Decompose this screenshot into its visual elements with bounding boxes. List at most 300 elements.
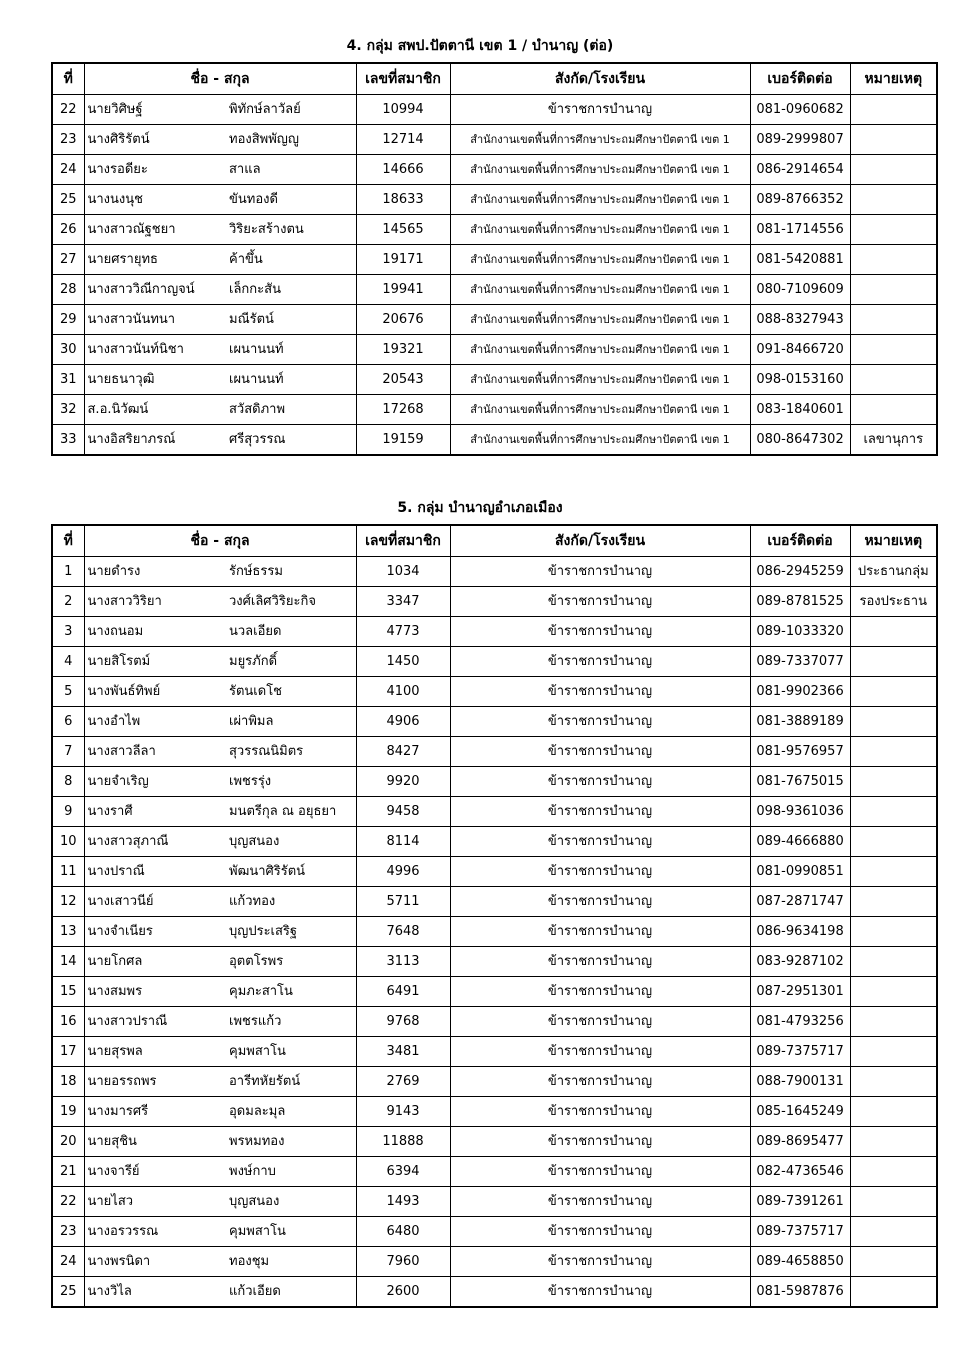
row-number-cell: 33: [52, 425, 84, 456]
surname-cell: พงษ์กาบ: [226, 1157, 356, 1187]
member-number-cell: 6480: [356, 1217, 450, 1247]
header-no: ที่: [52, 525, 84, 557]
affiliation-cell: ข้าราชการบำนาญ: [450, 1277, 750, 1308]
section-5-table: [51, 524, 938, 1308]
surname-cell: มนตรีกุล ณ อยุธยา: [226, 797, 356, 827]
row-number-cell: 10: [52, 827, 84, 857]
row-number-cell: 2: [52, 587, 84, 617]
row-number-cell: 6: [52, 707, 84, 737]
remark-cell: [850, 617, 937, 647]
first-name-cell: นางศิริรัตน์: [84, 125, 226, 155]
phone-number-cell: 086-2914654: [750, 155, 850, 185]
affiliation-cell: ข้าราชการบำนาญ: [450, 95, 750, 125]
phone-number-cell: 089-4666880: [750, 827, 850, 857]
affiliation-cell: ข้าราชการบำนาญ: [450, 737, 750, 767]
row-number-cell: 20: [52, 1127, 84, 1157]
table-row: [52, 395, 937, 425]
remark-cell: [850, 1217, 937, 1247]
first-name-cell: นางจารีย์: [84, 1157, 226, 1187]
row-number-cell: 7: [52, 737, 84, 767]
remark-cell: [850, 647, 937, 677]
table-row: [52, 185, 937, 215]
first-name-cell: นางปราณี: [84, 857, 226, 887]
remark-cell: [850, 857, 937, 887]
remark-cell: เลขานุการ: [850, 425, 937, 456]
first-name-cell: นายจำเริญ: [84, 767, 226, 797]
first-name-cell: นางอำไพ: [84, 707, 226, 737]
remark-cell: [850, 1007, 937, 1037]
first-name-cell: นายไสว: [84, 1187, 226, 1217]
remark-cell: [850, 1157, 937, 1187]
remark-cell: [850, 707, 937, 737]
table-row: [52, 1277, 937, 1308]
member-number-cell: 3347: [356, 587, 450, 617]
header-affiliation: สังกัด/โรงเรียน: [450, 63, 750, 95]
row-number-cell: 24: [52, 1247, 84, 1277]
phone-number-cell: 083-9287102: [750, 947, 850, 977]
table-row: [52, 245, 937, 275]
table-row: [52, 1187, 937, 1217]
row-number-cell: 13: [52, 917, 84, 947]
phone-number-cell: 089-7375717: [750, 1217, 850, 1247]
phone-number-cell: 081-9576957: [750, 737, 850, 767]
table-row: [52, 557, 937, 587]
phone-number-cell: 089-4658850: [750, 1247, 850, 1277]
affiliation-cell: ข้าราชการบำนาญ: [450, 677, 750, 707]
remark-cell: [850, 977, 937, 1007]
phone-number-cell: 088-8327943: [750, 305, 850, 335]
affiliation-cell: ข้าราชการบำนาญ: [450, 1247, 750, 1277]
section-4-table: [51, 62, 938, 456]
first-name-cell: นายวิศิษฐ์: [84, 95, 226, 125]
surname-cell: อารีทหัยรัตน์: [226, 1067, 356, 1097]
remark-cell: [850, 275, 937, 305]
remark-cell: ประธานกลุ่ม: [850, 557, 937, 587]
affiliation-cell: ข้าราชการบำนาญ: [450, 587, 750, 617]
row-number-cell: 16: [52, 1007, 84, 1037]
phone-number-cell: 080-7109609: [750, 275, 850, 305]
first-name-cell: นายสุรพล: [84, 1037, 226, 1067]
surname-cell: คุมภะสาโน: [226, 977, 356, 1007]
surname-cell: คุมพสาโน: [226, 1037, 356, 1067]
member-number-cell: 20676: [356, 305, 450, 335]
row-number-cell: 23: [52, 1217, 84, 1247]
remark-cell: [850, 737, 937, 767]
member-number-cell: 19159: [356, 425, 450, 456]
member-number-cell: 9143: [356, 1097, 450, 1127]
member-number-cell: 5711: [356, 887, 450, 917]
member-number-cell: 19321: [356, 335, 450, 365]
phone-number-cell: 088-7900131: [750, 1067, 850, 1097]
surname-cell: บุญสนอง: [226, 827, 356, 857]
row-number-cell: 9: [52, 797, 84, 827]
table-row: [52, 857, 937, 887]
phone-number-cell: 081-5420881: [750, 245, 850, 275]
surname-cell: ค้าขึ้น: [226, 245, 356, 275]
surname-cell: นวลเอียด: [226, 617, 356, 647]
row-number-cell: 22: [52, 1187, 84, 1217]
phone-number-cell: 089-7337077: [750, 647, 850, 677]
row-number-cell: 25: [52, 1277, 84, 1308]
table-row: [52, 125, 937, 155]
affiliation-cell: สำนักงานเขตพื้นที่การศึกษาประถมศึกษาปัตตานี เขต 1: [450, 155, 750, 185]
first-name-cell: นางวิไล: [84, 1277, 226, 1308]
phone-number-cell: 081-7675015: [750, 767, 850, 797]
surname-cell: บุญสนอง: [226, 1187, 356, 1217]
member-number-cell: 7648: [356, 917, 450, 947]
member-number-cell: 9458: [356, 797, 450, 827]
row-number-cell: 22: [52, 95, 84, 125]
table-row: [52, 365, 937, 395]
table-row: [52, 827, 937, 857]
row-number-cell: 32: [52, 395, 84, 425]
affiliation-cell: ข้าราชการบำนาญ: [450, 827, 750, 857]
member-number-cell: 6491: [356, 977, 450, 1007]
row-number-cell: 29: [52, 305, 84, 335]
first-name-cell: นางนงนุช: [84, 185, 226, 215]
table-row: [52, 1067, 937, 1097]
affiliation-cell: สำนักงานเขตพื้นที่การศึกษาประถมศึกษาปัตตานี เขต 1: [450, 365, 750, 395]
remark-cell: [850, 245, 937, 275]
phone-number-cell: 086-9634198: [750, 917, 850, 947]
phone-number-cell: 089-2999807: [750, 125, 850, 155]
row-number-cell: 1: [52, 557, 84, 587]
remark-cell: [850, 917, 937, 947]
first-name-cell: ส.อ.นิวัฒน์: [84, 395, 226, 425]
header-phone: เบอร์ติดต่อ: [750, 525, 850, 557]
affiliation-cell: ข้าราชการบำนาญ: [450, 647, 750, 677]
remark-cell: รองประธาน: [850, 587, 937, 617]
header-note: หมายเหตุ: [850, 63, 937, 95]
header-no: ที่: [52, 63, 84, 95]
affiliation-cell: ข้าราชการบำนาญ: [450, 887, 750, 917]
header-member-no: เลขที่สมาชิก: [356, 525, 450, 557]
first-name-cell: นางอรวรรณ: [84, 1217, 226, 1247]
phone-number-cell: 087-2951301: [750, 977, 850, 1007]
remark-cell: [850, 365, 937, 395]
member-number-cell: 12714: [356, 125, 450, 155]
member-number-cell: 19171: [356, 245, 450, 275]
phone-number-cell: 086-2945259: [750, 557, 850, 587]
remark-cell: [850, 797, 937, 827]
affiliation-cell: สำนักงานเขตพื้นที่การศึกษาประถมศึกษาปัตตานี เขต 1: [450, 335, 750, 365]
remark-cell: [850, 1187, 937, 1217]
phone-number-cell: 085-1645249: [750, 1097, 850, 1127]
phone-number-cell: 081-9902366: [750, 677, 850, 707]
table-row: [52, 1037, 937, 1067]
remark-cell: [850, 185, 937, 215]
remark-cell: [850, 95, 937, 125]
surname-cell: เผนานนท์: [226, 365, 356, 395]
table-row: [52, 305, 937, 335]
remark-cell: [850, 1277, 937, 1308]
table-row: [52, 737, 937, 767]
phone-number-cell: 081-0960682: [750, 95, 850, 125]
member-number-cell: 4906: [356, 707, 450, 737]
first-name-cell: นางสาววิณีกาญจน์: [84, 275, 226, 305]
affiliation-cell: สำนักงานเขตพื้นที่การศึกษาประถมศึกษาปัตตานี เขต 1: [450, 185, 750, 215]
table-header-row: [52, 525, 937, 557]
surname-cell: บุญประเสริฐ: [226, 917, 356, 947]
first-name-cell: นายอรรถพร: [84, 1067, 226, 1097]
table-row: [52, 917, 937, 947]
phone-number-cell: 081-1714556: [750, 215, 850, 245]
phone-number-cell: 082-4736546: [750, 1157, 850, 1187]
row-number-cell: 27: [52, 245, 84, 275]
surname-cell: วงศ์เลิศวิริยะกิจ: [226, 587, 356, 617]
member-number-cell: 9920: [356, 767, 450, 797]
member-number-cell: 2769: [356, 1067, 450, 1097]
remark-cell: [850, 1037, 937, 1067]
first-name-cell: นางถนอม: [84, 617, 226, 647]
table-row: [52, 215, 937, 245]
table-row: [52, 1247, 937, 1277]
member-number-cell: 3481: [356, 1037, 450, 1067]
remark-cell: [850, 395, 937, 425]
row-number-cell: 14: [52, 947, 84, 977]
surname-cell: เผนานนท์: [226, 335, 356, 365]
affiliation-cell: ข้าราชการบำนาญ: [450, 917, 750, 947]
header-name: ชื่อ - สกุล: [84, 525, 356, 557]
phone-number-cell: 098-9361036: [750, 797, 850, 827]
first-name-cell: นายดำรง: [84, 557, 226, 587]
table-row: [52, 1007, 937, 1037]
table-row: [52, 767, 937, 797]
section-4-title: 4. กลุ่ม สพป.ปัตตานี เขต 1 / บำนาญ (ต่อ): [346, 38, 614, 54]
surname-cell: พัฒนาศิริรัตน์: [226, 857, 356, 887]
row-number-cell: 26: [52, 215, 84, 245]
affiliation-cell: ข้าราชการบำนาญ: [450, 1127, 750, 1157]
surname-cell: ขันทองดี: [226, 185, 356, 215]
first-name-cell: นายศรายุทธ: [84, 245, 226, 275]
surname-cell: รัตนเดโช: [226, 677, 356, 707]
first-name-cell: นางสาวนันทนา: [84, 305, 226, 335]
table-row: [52, 977, 937, 1007]
header-name: ชื่อ - สกุล: [84, 63, 356, 95]
first-name-cell: นางพรนิดา: [84, 1247, 226, 1277]
table-row: [52, 95, 937, 125]
row-number-cell: 11: [52, 857, 84, 887]
remark-cell: [850, 1097, 937, 1127]
affiliation-cell: ข้าราชการบำนาญ: [450, 1037, 750, 1067]
surname-cell: เพชรแก้ว: [226, 1007, 356, 1037]
affiliation-cell: สำนักงานเขตพื้นที่การศึกษาประถมศึกษาปัตตานี เขต 1: [450, 305, 750, 335]
table-row: [52, 707, 937, 737]
phone-number-cell: 081-5987876: [750, 1277, 850, 1308]
affiliation-cell: ข้าราชการบำนาญ: [450, 707, 750, 737]
table-row: [52, 887, 937, 917]
remark-cell: [850, 155, 937, 185]
affiliation-cell: ข้าราชการบำนาญ: [450, 767, 750, 797]
header-affiliation: สังกัด/โรงเรียน: [450, 525, 750, 557]
first-name-cell: นายโกศล: [84, 947, 226, 977]
first-name-cell: นางสาวนันท์นิชา: [84, 335, 226, 365]
first-name-cell: นายธนาวุฒิ: [84, 365, 226, 395]
row-number-cell: 8: [52, 767, 84, 797]
remark-cell: [850, 767, 937, 797]
member-number-cell: 2600: [356, 1277, 450, 1308]
member-number-cell: 11888: [356, 1127, 450, 1157]
member-number-cell: 4996: [356, 857, 450, 887]
affiliation-cell: ข้าราชการบำนาญ: [450, 1067, 750, 1097]
surname-cell: แก้วเอียด: [226, 1277, 356, 1308]
affiliation-cell: ข้าราชการบำนาญ: [450, 977, 750, 1007]
member-number-cell: 1034: [356, 557, 450, 587]
table-row: [52, 275, 937, 305]
surname-cell: มยูรภักดิ์: [226, 647, 356, 677]
affiliation-cell: ข้าราชการบำนาญ: [450, 557, 750, 587]
affiliation-cell: สำนักงานเขตพื้นที่การศึกษาประถมศึกษาปัตตานี เขต 1: [450, 245, 750, 275]
surname-cell: เพชรรุ่ง: [226, 767, 356, 797]
row-number-cell: 30: [52, 335, 84, 365]
table-row: [52, 1157, 937, 1187]
row-number-cell: 3: [52, 617, 84, 647]
phone-number-cell: 089-8781525: [750, 587, 850, 617]
member-number-cell: 8114: [356, 827, 450, 857]
surname-cell: พิทักษ์ลาวัลย์: [226, 95, 356, 125]
row-number-cell: 18: [52, 1067, 84, 1097]
member-number-cell: 6394: [356, 1157, 450, 1187]
surname-cell: ทองชุม: [226, 1247, 356, 1277]
member-number-cell: 1450: [356, 647, 450, 677]
surname-cell: คุมพสาโน: [226, 1217, 356, 1247]
row-number-cell: 21: [52, 1157, 84, 1187]
member-number-cell: 18633: [356, 185, 450, 215]
phone-number-cell: 098-0153160: [750, 365, 850, 395]
row-number-cell: 23: [52, 125, 84, 155]
phone-number-cell: 083-1840601: [750, 395, 850, 425]
affiliation-cell: ข้าราชการบำนาญ: [450, 617, 750, 647]
row-number-cell: 5: [52, 677, 84, 707]
member-number-cell: 7960: [356, 1247, 450, 1277]
table-row: [52, 587, 937, 617]
surname-cell: สาแล: [226, 155, 356, 185]
first-name-cell: นางมารศรี: [84, 1097, 226, 1127]
affiliation-cell: สำนักงานเขตพื้นที่การศึกษาประถมศึกษาปัตตานี เขต 1: [450, 275, 750, 305]
remark-cell: [850, 215, 937, 245]
surname-cell: พรหมทอง: [226, 1127, 356, 1157]
row-number-cell: 28: [52, 275, 84, 305]
member-number-cell: 10994: [356, 95, 450, 125]
table-row: [52, 335, 937, 365]
table-row: [52, 647, 937, 677]
phone-number-cell: 089-8766352: [750, 185, 850, 215]
member-number-cell: 9768: [356, 1007, 450, 1037]
affiliation-cell: ข้าราชการบำนาญ: [450, 1097, 750, 1127]
surname-cell: แก้วทอง: [226, 887, 356, 917]
header-member-no: เลขที่สมาชิก: [356, 63, 450, 95]
remark-cell: [850, 125, 937, 155]
surname-cell: อุดมละมุล: [226, 1097, 356, 1127]
header-note: หมายเหตุ: [850, 525, 937, 557]
surname-cell: มณีรัตน์: [226, 305, 356, 335]
table-row: [52, 1127, 937, 1157]
first-name-cell: นางจำเนียร: [84, 917, 226, 947]
surname-cell: เล็กกะสัน: [226, 275, 356, 305]
row-number-cell: 24: [52, 155, 84, 185]
first-name-cell: นางเสาวนีย์: [84, 887, 226, 917]
affiliation-cell: สำนักงานเขตพื้นที่การศึกษาประถมศึกษาปัตตานี เขต 1: [450, 215, 750, 245]
affiliation-cell: สำนักงานเขตพื้นที่การศึกษาประถมศึกษาปัตตานี เขต 1: [450, 425, 750, 456]
affiliation-cell: ข้าราชการบำนาญ: [450, 1157, 750, 1187]
affiliation-cell: ข้าราชการบำนาญ: [450, 1217, 750, 1247]
section-5-title: 5. กลุ่ม บำนาญอำเภอเมือง: [397, 500, 563, 516]
surname-cell: สวัสดิภาพ: [226, 395, 356, 425]
phone-number-cell: 089-7375717: [750, 1037, 850, 1067]
table-row: [52, 947, 937, 977]
surname-cell: ศรีสุวรรณ: [226, 425, 356, 456]
first-name-cell: นางพันธ์ทิพย์: [84, 677, 226, 707]
phone-number-cell: 089-7391261: [750, 1187, 850, 1217]
table-header-row: [52, 63, 937, 95]
phone-number-cell: 081-3889189: [750, 707, 850, 737]
surname-cell: รักษ์ธรรม: [226, 557, 356, 587]
remark-cell: [850, 1067, 937, 1097]
affiliation-cell: ข้าราชการบำนาญ: [450, 857, 750, 887]
remark-cell: [850, 305, 937, 335]
member-number-cell: 4100: [356, 677, 450, 707]
phone-number-cell: 081-0990851: [750, 857, 850, 887]
member-number-cell: 20543: [356, 365, 450, 395]
remark-cell: [850, 827, 937, 857]
phone-number-cell: 091-8466720: [750, 335, 850, 365]
affiliation-cell: ข้าราชการบำนาญ: [450, 947, 750, 977]
surname-cell: เผ่าพิมล: [226, 707, 356, 737]
remark-cell: [850, 947, 937, 977]
phone-number-cell: 087-2871747: [750, 887, 850, 917]
table-row: [52, 797, 937, 827]
table-row: [52, 155, 937, 185]
affiliation-cell: สำนักงานเขตพื้นที่การศึกษาประถมศึกษาปัตตานี เขต 1: [450, 395, 750, 425]
table-row: [52, 425, 937, 456]
remark-cell: [850, 335, 937, 365]
first-name-cell: นางราศี: [84, 797, 226, 827]
affiliation-cell: ข้าราชการบำนาญ: [450, 1007, 750, 1037]
member-number-cell: 19941: [356, 275, 450, 305]
surname-cell: ทองสิพพัญญู: [226, 125, 356, 155]
member-number-cell: 3113: [356, 947, 450, 977]
first-name-cell: นางสาวสุภาณี: [84, 827, 226, 857]
surname-cell: สุวรรณนิมิตร: [226, 737, 356, 767]
row-number-cell: 15: [52, 977, 84, 1007]
affiliation-cell: ข้าราชการบำนาญ: [450, 1187, 750, 1217]
phone-number-cell: 089-8695477: [750, 1127, 850, 1157]
header-phone: เบอร์ติดต่อ: [750, 63, 850, 95]
row-number-cell: 12: [52, 887, 84, 917]
first-name-cell: นางสาวลีลา: [84, 737, 226, 767]
first-name-cell: นางอิสริยาภรณ์: [84, 425, 226, 456]
member-number-cell: 4773: [356, 617, 450, 647]
row-number-cell: 19: [52, 1097, 84, 1127]
phone-number-cell: 080-8647302: [750, 425, 850, 456]
member-number-cell: 1493: [356, 1187, 450, 1217]
row-number-cell: 25: [52, 185, 84, 215]
row-number-cell: 31: [52, 365, 84, 395]
first-name-cell: นางสมพร: [84, 977, 226, 1007]
table-row: [52, 677, 937, 707]
surname-cell: อุตตโรพร: [226, 947, 356, 977]
first-name-cell: นายสุชิน: [84, 1127, 226, 1157]
member-number-cell: 14565: [356, 215, 450, 245]
phone-number-cell: 089-1033320: [750, 617, 850, 647]
remark-cell: [850, 1247, 937, 1277]
affiliation-cell: สำนักงานเขตพื้นที่การศึกษาประถมศึกษาปัตตานี เขต 1: [450, 125, 750, 155]
first-name-cell: นางสาวณัฐชยา: [84, 215, 226, 245]
remark-cell: [850, 1127, 937, 1157]
first-name-cell: นางสาวปราณี: [84, 1007, 226, 1037]
remark-cell: [850, 887, 937, 917]
phone-number-cell: 081-4793256: [750, 1007, 850, 1037]
